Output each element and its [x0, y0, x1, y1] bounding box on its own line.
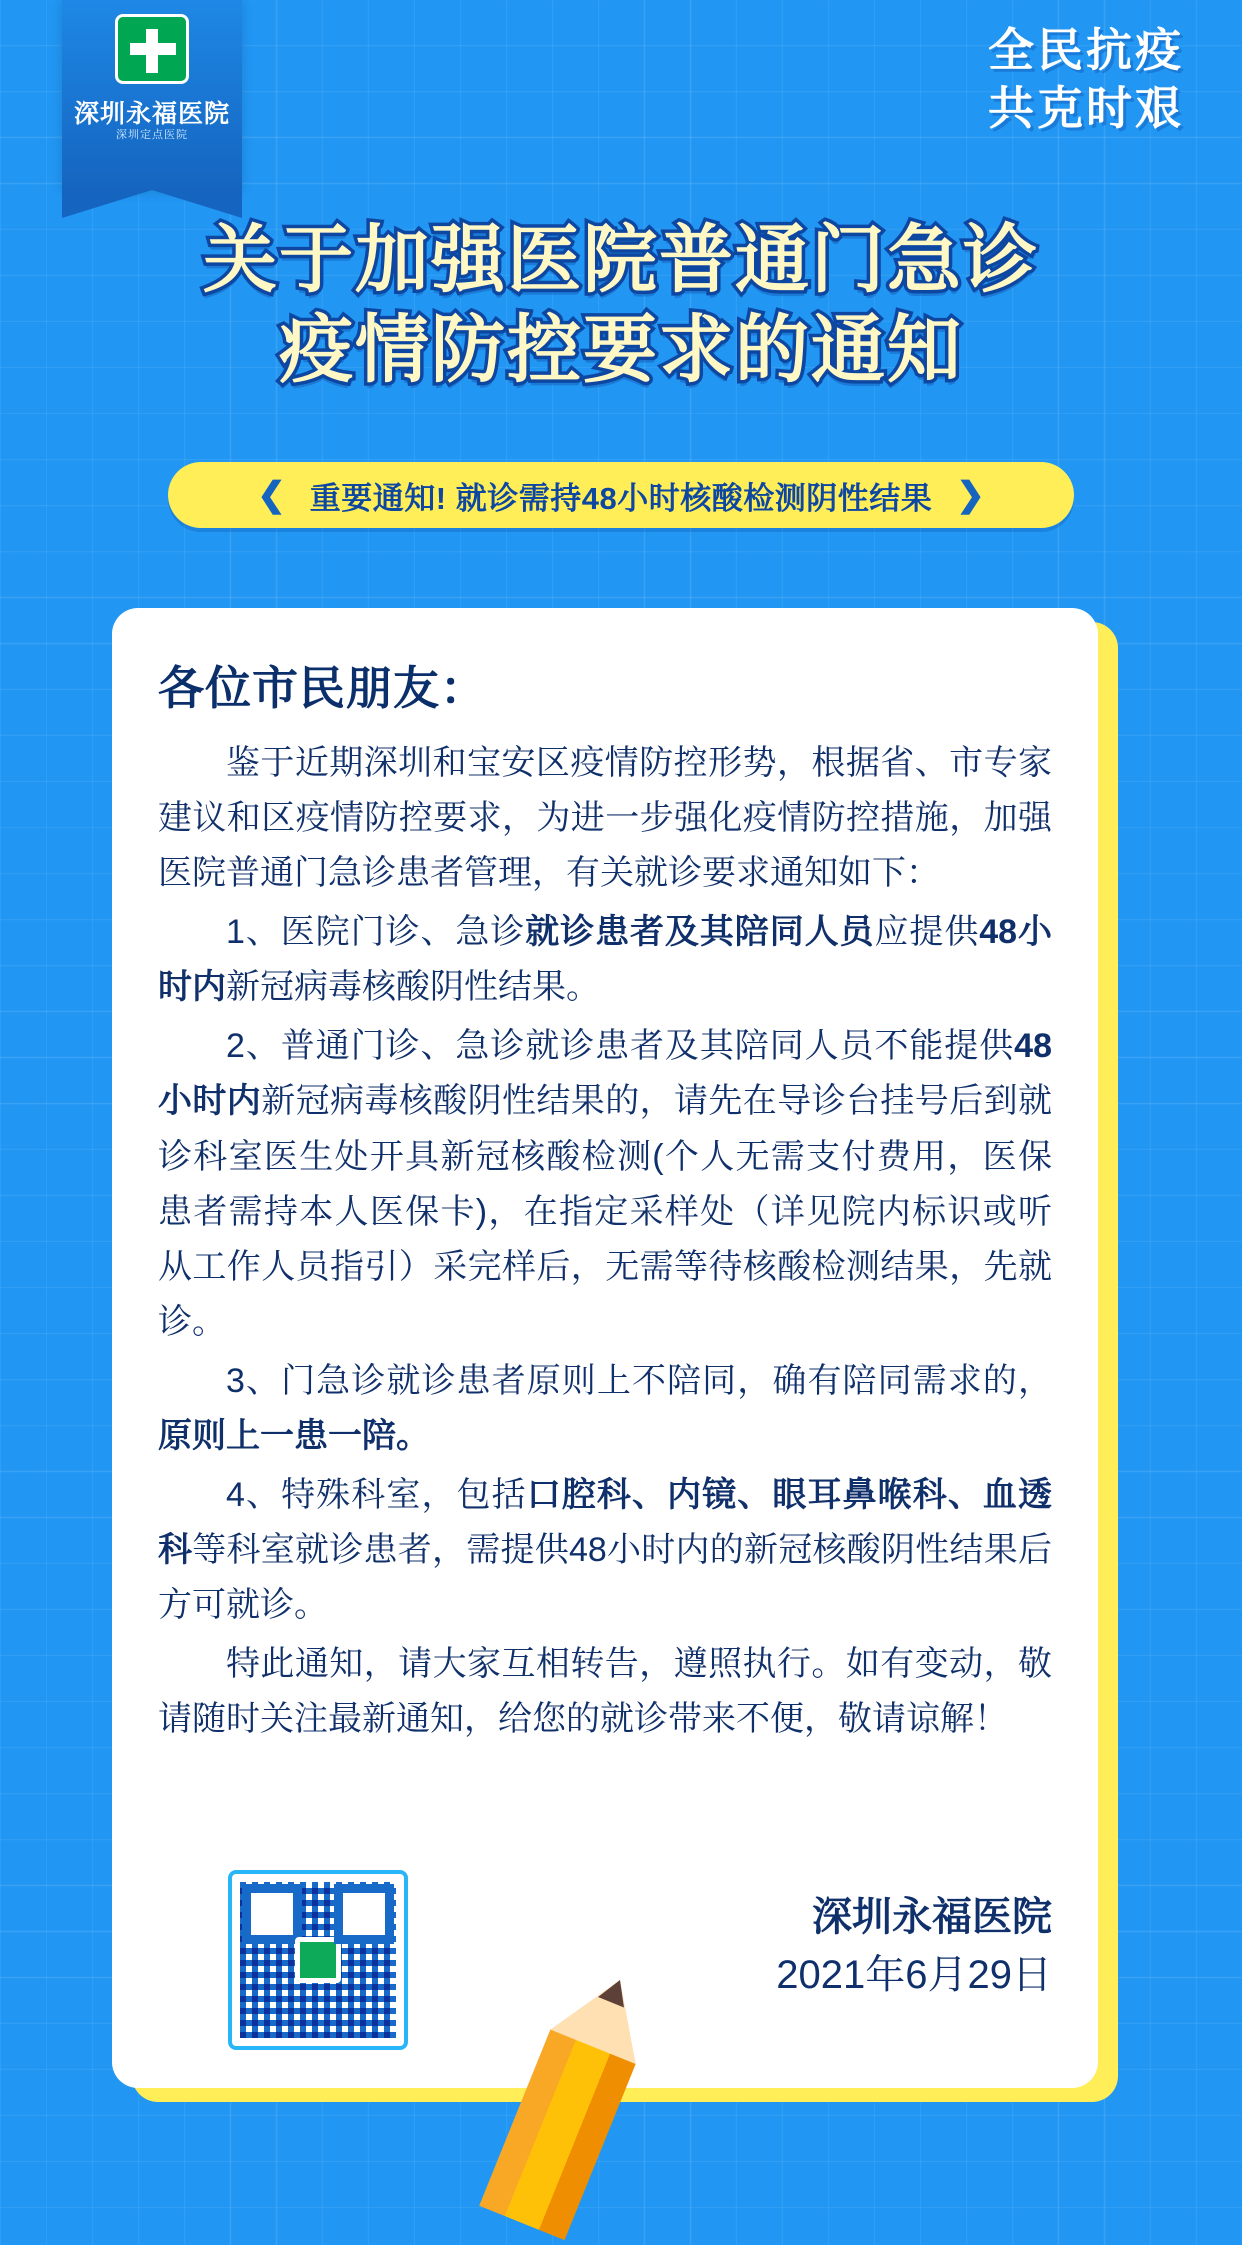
text-run: 新冠病毒核酸阴性结果的，请先在导诊台挂号后到就诊科室医生处开具新冠核酸检测(个人无需支付费用，医保患者需持本人医保卡)，在指定采样处（详见院内标识或听从工作人员指引）采完样后，无需等待核酸检测结果，先就诊。: [158, 1082, 1053, 1341]
paragraph-item-3: [158, 1354, 1052, 1464]
signature-block: [776, 1888, 1052, 2004]
text-run: 原则上一患一陪。: [158, 1416, 430, 1455]
text-run: 鉴于近期深圳和宝安区疫情防控形势，根据省、市专家建议和区疫情防控要求，为进一步强化疫情防控措施，加强医院普通门急诊患者管理，有关就诊要求通知如下：: [158, 744, 1052, 893]
important-notice-banner[interactable]: [168, 462, 1074, 528]
paragraph-item-1: [158, 905, 1052, 1015]
signature-date: 2021年6月29日: [776, 1953, 1052, 1997]
signature-org: 深圳永福医院: [812, 1895, 1052, 1939]
card-title: 各位市民朋友：: [158, 662, 487, 714]
notice-banner-text: 重要通知! 就诊需持48小时核酸检测阴性结果: [309, 480, 933, 516]
chevron-left-icon: ❮: [257, 476, 286, 514]
text-run: 1、医院门诊、急诊: [226, 913, 526, 952]
paragraph-item-2: [158, 1019, 1052, 1349]
qr-code-icon[interactable]: [228, 1870, 408, 2050]
text-run: 48小时内: [158, 913, 1053, 1007]
slogan-line-1: 全民抗疫: [988, 24, 1184, 76]
headline-line-2: 疫情防控要求的通知: [279, 308, 963, 392]
paragraph-intro: [158, 736, 1052, 901]
paragraph-item-4: [158, 1468, 1052, 1633]
hospital-subtitle: 深圳定点医院: [116, 129, 188, 141]
slogan-line-2: 共克时艰: [988, 81, 1184, 134]
text-run: 4、特殊科室，包括: [226, 1476, 527, 1515]
hospital-name: 深圳永福医院: [73, 100, 230, 128]
text-run: 3、门急诊就诊患者原则上不陪同，确有陪同需求的，: [226, 1361, 1052, 1400]
chevron-right-icon: ❯: [956, 476, 985, 514]
paragraph-closing: [158, 1637, 1052, 1747]
medical-cross-icon: [115, 14, 189, 84]
text-run: 48小时内: [158, 1027, 1052, 1121]
headline-line-1: 关于加强医院普通门急诊: [203, 218, 1039, 301]
text-run: 2、普通门诊、急诊就诊患者及其陪同人员不能提供: [226, 1027, 1015, 1066]
notice-body: [158, 736, 1052, 1747]
text-run: 应提供: [874, 913, 980, 952]
notice-content-card: [112, 608, 1098, 2088]
text-run: 就诊患者及其陪同人员: [525, 913, 875, 952]
text-run: 口腔科、内镜、眼耳鼻喉科、血透科: [158, 1476, 1052, 1570]
page-title: [0, 215, 1242, 396]
campaign-slogan: [988, 22, 1184, 137]
text-run: 等科室就诊患者，需提供48小时内的新冠核酸阴性结果后方可就诊。: [158, 1531, 1052, 1625]
text-run: 新冠病毒核酸阴性结果。: [226, 968, 600, 1007]
text-run: 特此通知，请大家互相转告，遵照执行。如有变动，敬请随时关注最新通知，给您的就诊带来不便，敬请谅解！: [158, 1645, 1052, 1739]
hospital-logo-ribbon: [62, 0, 242, 190]
